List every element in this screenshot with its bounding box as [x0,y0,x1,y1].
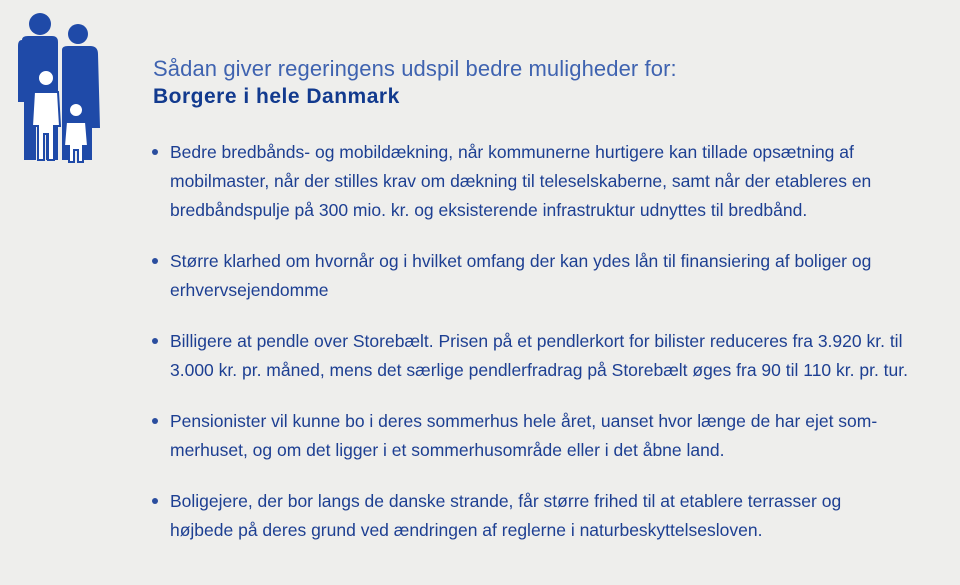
bullet-line: mobilmaster, når der stilles krav om dækning til teleselskaberne, samt når der etableres en [170,171,872,191]
header [153,55,677,111]
bullet-line: Større klarhed om hvornår og i hvilket omfang der kan ydes lån til finansiering af boliger og [170,251,872,271]
page-title: Borgere i hele Danmark [153,85,400,108]
bullet-dot-icon [152,498,158,504]
bullet-line: 3.000 kr. pr. måned, mens det særlige pendlerfradrag på Storebælt øges fra 90 til 110 kr. pr. tur. [170,360,908,380]
list-item [150,327,950,385]
bullet-line: merhuset, og om det ligger i et sommerhusområde eller i det åbne land. [170,440,725,460]
list-item [150,247,950,305]
bullet-line: Bedre bredbånds- og mobildækning, når kommunerne hurtigere kan tillade opsætning af [170,142,854,162]
bullet-line: bredbåndspulje på 300 mio. kr. og eksisterende infrastruktur udnyttes til bredbånd. [170,200,808,220]
bullet-list [150,138,950,545]
list-item [150,138,950,225]
bullet-line: Boligejere, der bor langs de danske strande, får større frihed til at etablere terrasser og [170,491,842,511]
bullet-line: erhvervsejendomme [170,280,329,300]
page-subtitle: Sådan giver regeringens udspil bedre muligheder for: [153,56,677,81]
list-item [150,487,950,545]
list-item [150,407,950,465]
bullet-dot-icon [152,338,158,344]
bullet-dot-icon [152,418,158,424]
bullet-line: Pensionister vil kunne bo i deres sommerhus hele året, uanset hvor længe de har ejet som- [170,411,878,431]
bullet-dot-icon [152,258,158,264]
bullet-dot-icon [152,149,158,155]
bullet-line: Billigere at pendle over Storebælt. Prisen på et pendlerkort for bilister reduceres fra 3.920 kr. til [170,331,903,351]
bullet-line: højbede på deres grund ved ændringen af reglerne i naturbeskyttelsesloven. [170,520,763,540]
family-icon [14,10,104,165]
